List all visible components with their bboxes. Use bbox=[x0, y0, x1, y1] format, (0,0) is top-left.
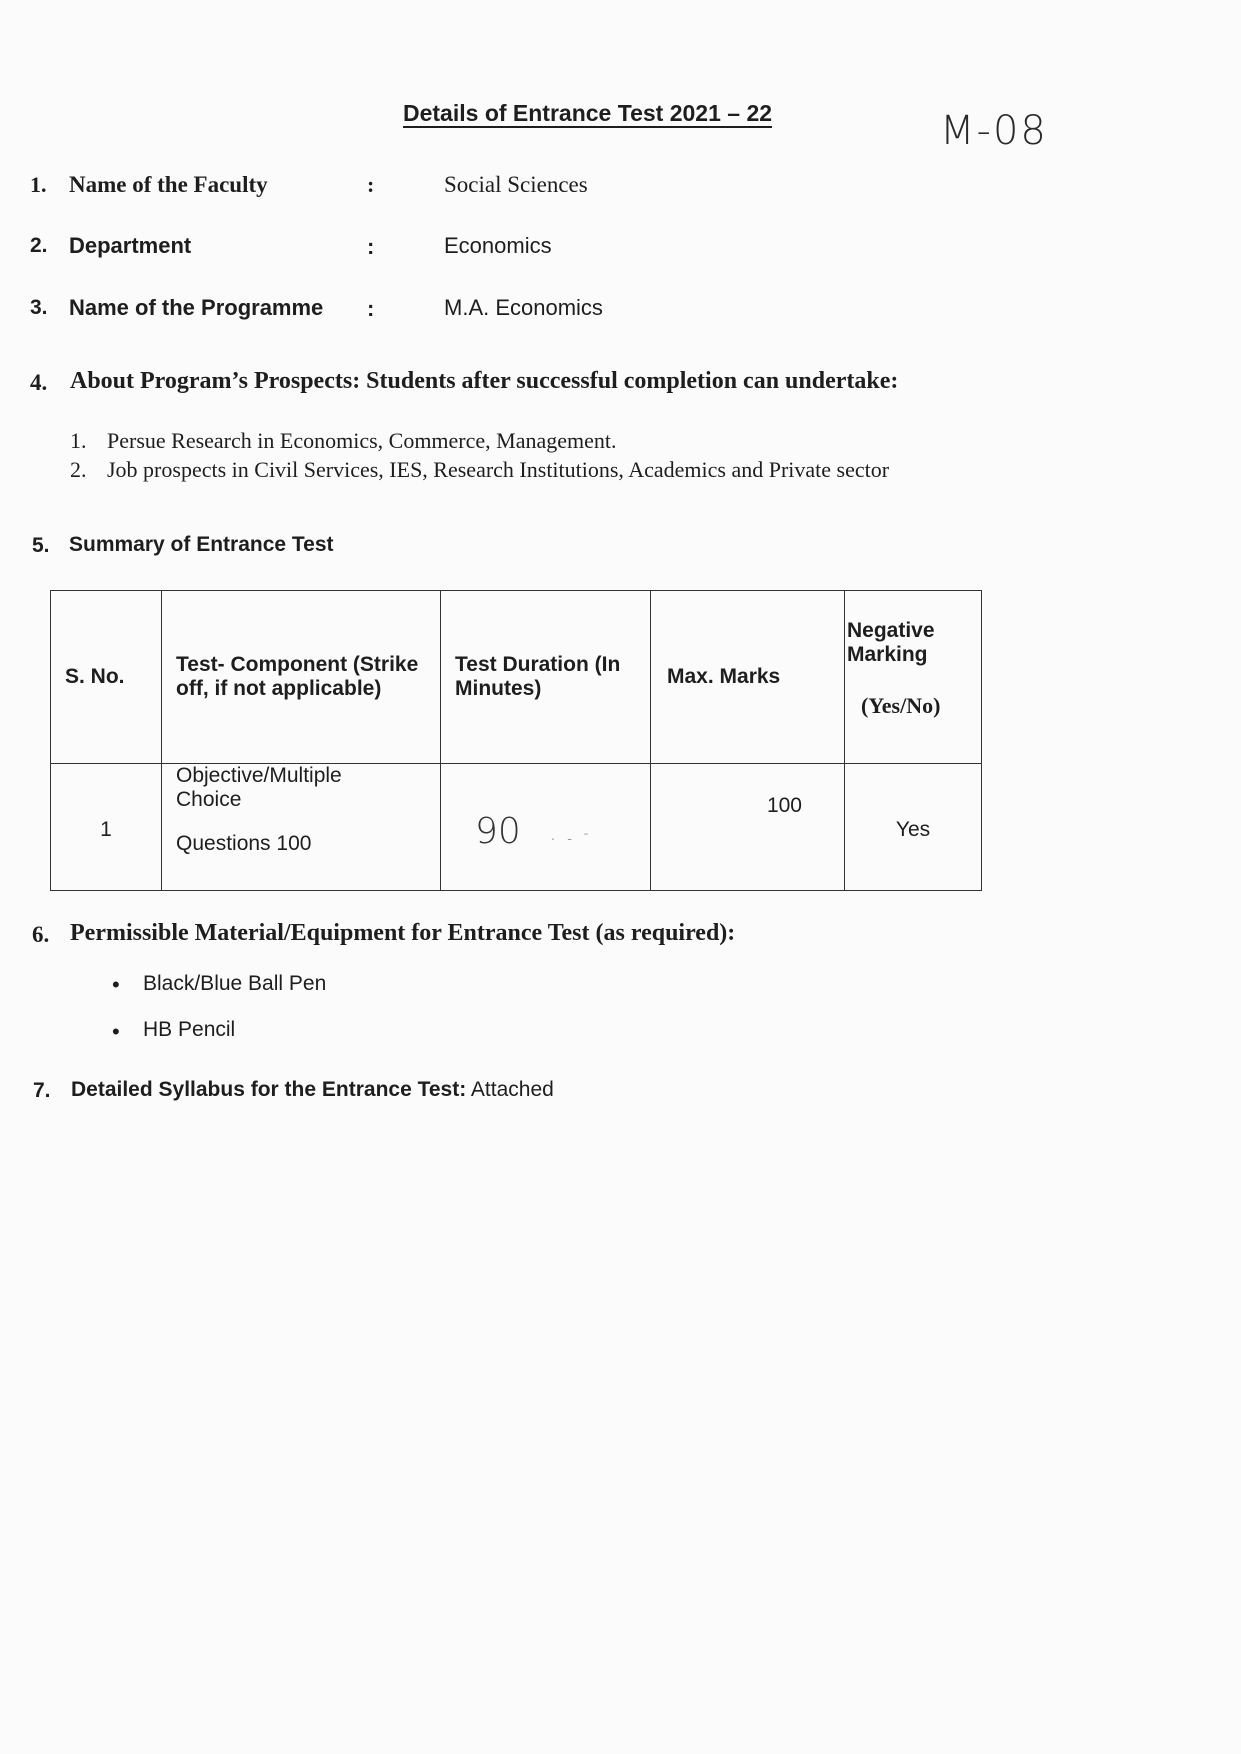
section-number: 7. bbox=[33, 1079, 51, 1102]
prospects-item: Job prospects in Civil Services, IES, Research Institutions, Academics and Private sector bbox=[107, 457, 890, 482]
header-negative bbox=[845, 591, 982, 764]
field-label-programme: Name of the Programme bbox=[69, 295, 324, 320]
material-item: Black/Blue Ball Pen bbox=[143, 972, 327, 995]
bullet-icon: • bbox=[112, 972, 120, 997]
field-colon: : bbox=[367, 234, 375, 259]
cell-component bbox=[162, 764, 441, 891]
cell-marks: 100 bbox=[651, 764, 845, 891]
section-number: 5. bbox=[32, 534, 50, 557]
cell-duration bbox=[441, 764, 651, 891]
field-value-programme: M.A. Economics bbox=[444, 295, 603, 320]
syllabus-value: Attached bbox=[470, 1078, 554, 1101]
field-number: 2. bbox=[30, 234, 48, 257]
cell-sno: 1 bbox=[51, 764, 162, 891]
material-item: HB Pencil bbox=[143, 1018, 236, 1041]
pencil-marks-decoration: · - ˉ bbox=[550, 830, 593, 846]
table-row bbox=[51, 764, 982, 891]
field-colon: : bbox=[367, 296, 375, 321]
material-heading: Permissible Material/Equipment for Entrance Test (as required): bbox=[70, 920, 736, 946]
header-marks: Max. Marks bbox=[651, 591, 845, 764]
section-number: 6. bbox=[32, 922, 50, 947]
header-negative-note: (Yes/No) bbox=[861, 693, 941, 718]
field-label-faculty: Name of the Faculty bbox=[69, 172, 268, 197]
table-header-row bbox=[51, 591, 982, 764]
field-value-faculty: Social Sciences bbox=[444, 172, 588, 197]
header-negative-label: Negative Marking bbox=[847, 619, 935, 666]
field-label-department: Department bbox=[69, 233, 192, 258]
field-value-department: Economics bbox=[444, 233, 552, 258]
bullet-icon: • bbox=[112, 1019, 120, 1044]
field-number: 3. bbox=[30, 296, 48, 319]
summary-heading: Summary of Entrance Test bbox=[69, 533, 334, 556]
header-sno: S. No. bbox=[51, 591, 162, 764]
syllabus-heading: Detailed Syllabus for the Entrance Test: bbox=[71, 1078, 467, 1101]
syllabus-line bbox=[71, 1078, 554, 1102]
cell-negative: Yes bbox=[845, 764, 982, 891]
field-number: 1. bbox=[30, 172, 47, 197]
prospects-heading: About Program’s Prospects: Students after successful completion can undertake: bbox=[70, 368, 899, 394]
page-title: Details of Entrance Test 2021 – 22 bbox=[403, 100, 773, 126]
cell-component-line1: Objective/Multiple Choice bbox=[176, 764, 342, 811]
document-code: M-08 bbox=[940, 108, 1048, 154]
cell-component-line2: Questions 100 bbox=[176, 832, 312, 855]
field-colon: : bbox=[367, 172, 375, 197]
prospects-item: Persue Research in Economics, Commerce, Management. bbox=[107, 428, 617, 453]
header-duration: Test Duration (In Minutes) bbox=[441, 591, 651, 764]
prospects-item-number: 2. bbox=[70, 457, 87, 482]
summary-table bbox=[50, 590, 982, 891]
header-component: Test- Component (Strike off, if not applicable) bbox=[162, 591, 441, 764]
prospects-item-number: 1. bbox=[70, 428, 87, 453]
cell-duration-value: 90 bbox=[475, 811, 521, 852]
section-number: 4. bbox=[30, 370, 48, 395]
